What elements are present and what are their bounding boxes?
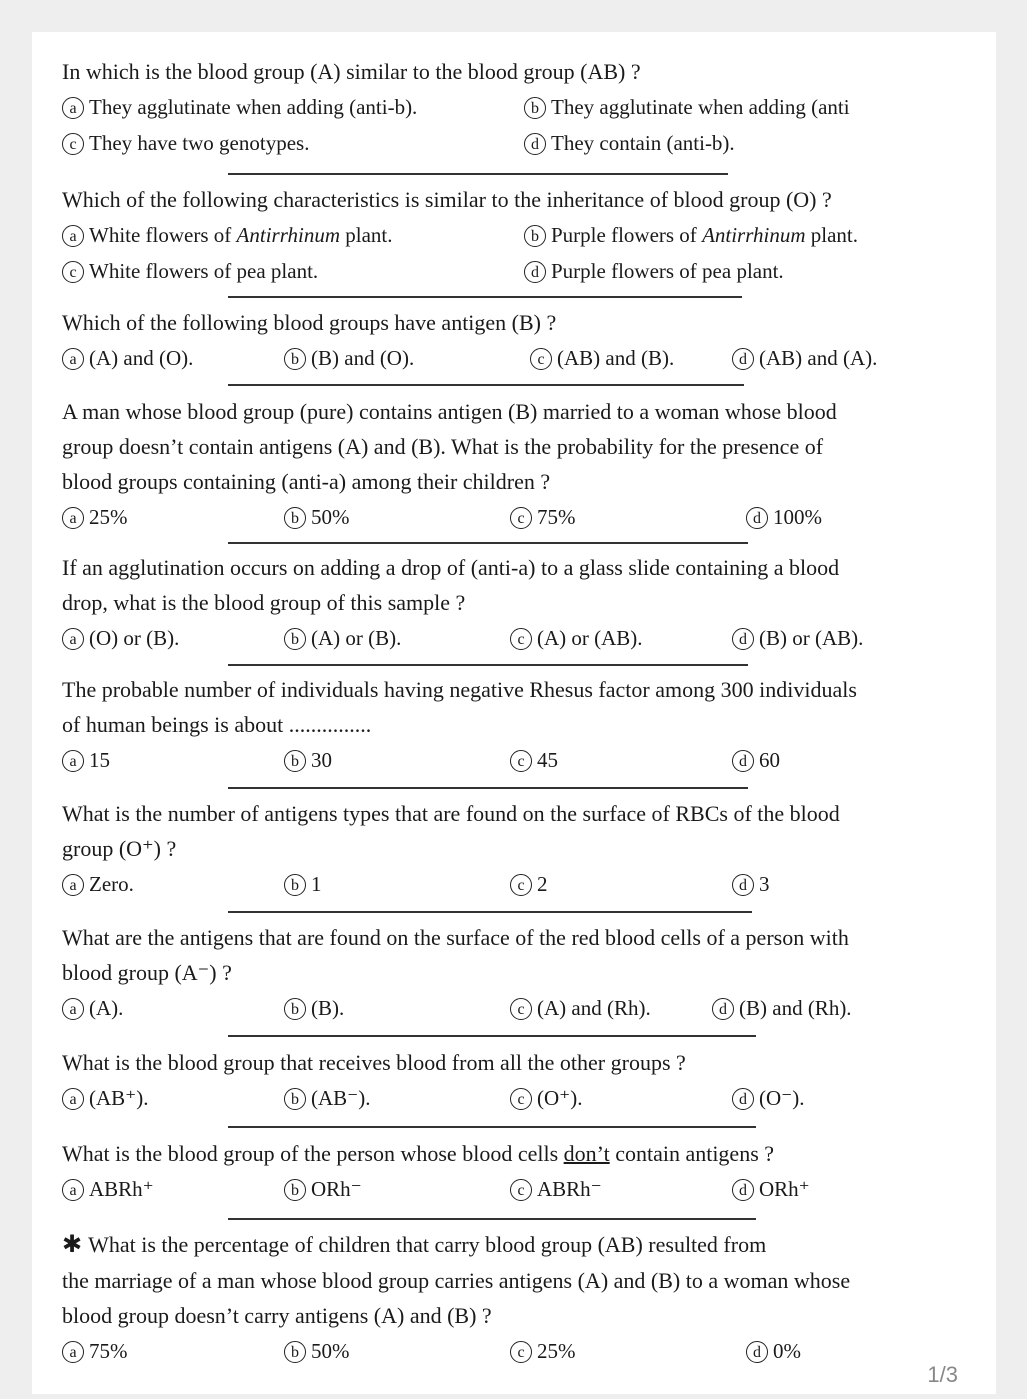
question-7	[62, 796, 962, 902]
option-d[interactable]	[524, 253, 784, 289]
option-a[interactable]	[62, 340, 193, 376]
option-b[interactable]	[284, 340, 414, 376]
option-text: (AB⁺).	[89, 1086, 149, 1110]
option-text: 3	[759, 872, 770, 896]
option-text: (A) and (O).	[89, 346, 194, 370]
option-text: They have two genotypes.	[89, 131, 310, 155]
question-6	[62, 672, 962, 778]
option-letter: d	[524, 261, 546, 283]
stem-line: What is the number of antigens types that are found on the surface of RBCs of the blood	[62, 801, 840, 826]
option-a[interactable]	[62, 866, 134, 902]
option-c[interactable]	[62, 125, 309, 161]
option-text: (A) and (Rh).	[537, 996, 651, 1020]
question-9	[62, 1045, 962, 1116]
option-letter: a	[62, 750, 84, 772]
option-a[interactable]	[62, 1080, 149, 1116]
option-letter: b	[284, 507, 306, 529]
option-text: 1	[311, 872, 322, 896]
option-b[interactable]	[284, 990, 344, 1026]
option-letter: d	[732, 1179, 754, 1201]
stem-text: contain antigens ?	[609, 1141, 775, 1166]
option-c[interactable]	[62, 253, 318, 289]
page-number: 1/3	[927, 1362, 958, 1387]
option-text: White flowers of pea plant.	[89, 259, 319, 283]
option-text-italic: Antirrhinum	[702, 223, 806, 247]
option-letter: a	[62, 348, 84, 370]
option-text: They agglutinate when adding (anti-b).	[89, 95, 418, 119]
option-letter: c	[510, 1341, 532, 1363]
option-letter: d	[524, 133, 546, 155]
option-letter: a	[62, 225, 84, 247]
question-1	[62, 54, 962, 161]
stem-text: What is the blood group of the person whose blood cells	[62, 1141, 564, 1166]
option-text: 75%	[89, 1339, 128, 1363]
option-a[interactable]	[62, 499, 128, 535]
option-text: ABRh⁻	[537, 1177, 602, 1201]
stem-line: of human beings is about ...............	[62, 712, 372, 737]
option-b[interactable]	[284, 1333, 350, 1369]
question-stem	[62, 394, 962, 499]
option-d[interactable]	[732, 866, 770, 902]
option-letter: d	[746, 1341, 768, 1363]
option-c[interactable]	[510, 990, 651, 1026]
stem-line: What is the percentage of children that carry blood group (AB) resulted from	[88, 1232, 767, 1257]
option-letter: d	[732, 348, 754, 370]
stem-underlined: don’t	[563, 1141, 610, 1166]
option-text: (AB⁻).	[311, 1086, 371, 1110]
separator	[228, 296, 742, 298]
separator	[228, 1035, 756, 1037]
option-letter: c	[62, 133, 84, 155]
stem-line: blood group doesn’t carry antigens (A) and (B) ?	[62, 1303, 492, 1328]
option-b[interactable]	[284, 1080, 371, 1116]
option-text: ORh⁺	[759, 1177, 810, 1201]
option-c[interactable]	[510, 1080, 583, 1116]
option-text: (B) or (AB).	[759, 626, 864, 650]
options-row	[62, 1080, 962, 1116]
option-letter: c	[62, 261, 84, 283]
option-letter: a	[62, 998, 84, 1020]
question-3	[62, 305, 962, 376]
options-row	[62, 1171, 962, 1207]
option-c[interactable]	[510, 620, 643, 656]
option-text: Purple flowers of pea plant.	[551, 259, 784, 283]
option-text: They agglutinate when adding (anti	[551, 95, 850, 119]
option-d[interactable]	[746, 1333, 801, 1369]
option-text: White flowers of	[89, 223, 237, 247]
options-row	[62, 340, 962, 376]
question-8	[62, 920, 962, 1026]
stem-line: What are the antigens that are found on the surface of the red blood cells of a person with	[62, 925, 849, 950]
option-text: 75%	[537, 505, 576, 529]
option-letter: b	[284, 628, 306, 650]
option-letter: b	[284, 348, 306, 370]
question-stem	[62, 796, 962, 866]
option-text: (B).	[311, 996, 345, 1020]
options-row	[62, 990, 962, 1026]
separator	[228, 664, 748, 666]
separator	[228, 911, 752, 913]
option-c[interactable]	[510, 866, 548, 902]
option-a[interactable]	[62, 742, 110, 778]
question-stem: What is the blood group that receives blood from all the other groups ?	[62, 1050, 686, 1075]
worksheet-page	[32, 32, 996, 1394]
option-text-italic: Antirrhinum	[236, 223, 341, 247]
option-text: Zero.	[89, 872, 134, 896]
option-d[interactable]	[732, 1171, 810, 1207]
option-letter: b	[284, 874, 306, 896]
option-text: Purple flowers of	[551, 223, 703, 247]
option-text: 2	[537, 872, 548, 896]
option-d[interactable]	[732, 742, 780, 778]
option-letter: d	[732, 628, 754, 650]
option-b[interactable]	[284, 499, 350, 535]
separator	[228, 542, 748, 544]
option-letter: c	[510, 1179, 532, 1201]
option-letter: a	[62, 628, 84, 650]
option-a[interactable]	[62, 217, 393, 253]
question-stem	[62, 1136, 962, 1171]
option-letter: c	[510, 998, 532, 1020]
option-text: 30	[311, 748, 332, 772]
options-row	[62, 217, 962, 253]
option-text: (O⁺).	[537, 1086, 583, 1110]
option-a[interactable]	[62, 1171, 154, 1207]
separator	[228, 787, 748, 789]
option-text: (B) and (O).	[311, 346, 415, 370]
question-5	[62, 550, 962, 656]
option-letter: c	[510, 874, 532, 896]
option-b[interactable]	[284, 866, 322, 902]
question-stem	[62, 550, 962, 620]
option-letter: d	[732, 750, 754, 772]
option-text: (B) and (Rh).	[739, 996, 852, 1020]
option-text: (A) or (B).	[311, 626, 402, 650]
option-letter: c	[510, 507, 532, 529]
option-b[interactable]	[524, 217, 858, 253]
option-letter: d	[746, 507, 768, 529]
options-row	[62, 253, 962, 289]
option-text: 0%	[773, 1339, 801, 1363]
option-letter: d	[732, 1088, 754, 1110]
option-text: (AB) and (B).	[557, 346, 675, 370]
option-d[interactable]	[732, 340, 877, 376]
stem-line: drop, what is the blood group of this sample ?	[62, 590, 466, 615]
option-letter: b	[284, 998, 306, 1020]
option-b[interactable]	[284, 1171, 362, 1207]
option-text: ABRh⁺	[89, 1177, 154, 1201]
question-stem: In which is the blood group (A) similar to the blood group (AB) ?	[62, 59, 641, 84]
option-letter: b	[284, 1341, 306, 1363]
option-letter: a	[62, 1341, 84, 1363]
stem-line: blood groups containing (anti-a) among their children ?	[62, 469, 551, 494]
question-stem	[62, 920, 962, 990]
stem-line: group doesn’t contain antigens (A) and (B). What is the probability for the presence of	[62, 434, 824, 459]
separator	[228, 1126, 756, 1128]
options-row	[62, 499, 962, 535]
options-row	[62, 620, 962, 656]
separator	[228, 384, 744, 386]
separator	[228, 1218, 756, 1220]
asterisk-icon: ✱	[62, 1232, 83, 1258]
option-letter: c	[510, 750, 532, 772]
options-row	[62, 1333, 962, 1369]
question-stem: Which of the following characteristics is similar to the inheritance of blood group (O) ?	[62, 187, 832, 212]
question-10	[62, 1136, 962, 1207]
option-text: (A) or (AB).	[537, 626, 643, 650]
options-row	[62, 125, 962, 161]
option-letter: a	[62, 874, 84, 896]
question-4	[62, 394, 962, 535]
option-text: (O) or (B).	[89, 626, 180, 650]
option-letter: a	[62, 1088, 84, 1110]
option-b[interactable]	[284, 742, 332, 778]
option-text: 50%	[311, 1339, 350, 1363]
option-letter: c	[510, 628, 532, 650]
option-letter: c	[510, 1088, 532, 1110]
option-text: plant.	[805, 223, 859, 247]
question-11	[62, 1227, 962, 1369]
option-a[interactable]	[62, 89, 417, 125]
options-row	[62, 866, 962, 902]
option-letter: a	[62, 507, 84, 529]
option-a[interactable]	[62, 620, 179, 656]
option-b[interactable]	[284, 620, 401, 656]
option-text: 100%	[773, 505, 822, 529]
option-text: (O⁻).	[759, 1086, 805, 1110]
option-text: They contain (anti-b).	[551, 131, 735, 155]
options-row	[62, 89, 962, 125]
separator	[228, 173, 728, 175]
question-2	[62, 182, 962, 289]
option-text: 15	[89, 748, 110, 772]
option-text: (A).	[89, 996, 124, 1020]
option-b[interactable]	[524, 89, 850, 125]
option-text: 60	[759, 748, 780, 772]
question-stem: Which of the following blood groups have antigen (B) ?	[62, 310, 557, 335]
option-d[interactable]	[732, 1080, 805, 1116]
option-letter: b	[524, 225, 546, 247]
option-letter: d	[732, 874, 754, 896]
question-stem	[62, 1227, 962, 1333]
option-c[interactable]	[510, 1171, 602, 1207]
option-text: 25%	[537, 1339, 576, 1363]
option-letter: d	[712, 998, 734, 1020]
stem-line: blood group (A⁻) ?	[62, 960, 232, 985]
stem-line: The probable number of individuals having negative Rhesus factor among 300 individuals	[62, 677, 857, 702]
option-text: 25%	[89, 505, 128, 529]
options-row	[62, 742, 962, 778]
option-letter: c	[530, 348, 552, 370]
option-c[interactable]	[510, 1333, 576, 1369]
option-d[interactable]	[712, 990, 852, 1026]
option-text: (AB) and (A).	[759, 346, 878, 370]
option-letter: a	[62, 97, 84, 119]
stem-line: If an agglutination occurs on adding a drop of (anti-a) to a glass slide containing a blood	[62, 555, 840, 580]
option-d[interactable]	[524, 125, 735, 161]
option-letter: b	[284, 1179, 306, 1201]
option-c[interactable]	[530, 340, 674, 376]
option-d[interactable]	[746, 499, 822, 535]
option-text: 50%	[311, 505, 350, 529]
option-text: ORh⁻	[311, 1177, 362, 1201]
stem-line: group (O⁺) ?	[62, 836, 177, 861]
option-text: 45	[537, 748, 558, 772]
stem-line: the marriage of a man whose blood group carries antigens (A) and (B) to a woman whose	[62, 1268, 851, 1293]
option-letter: b	[524, 97, 546, 119]
option-a[interactable]	[62, 1333, 128, 1369]
option-letter: b	[284, 750, 306, 772]
option-c[interactable]	[510, 499, 576, 535]
option-a[interactable]	[62, 990, 123, 1026]
option-c[interactable]	[510, 742, 558, 778]
option-text: plant.	[340, 223, 393, 247]
question-stem	[62, 672, 962, 742]
option-letter: b	[284, 1088, 306, 1110]
option-d[interactable]	[732, 620, 863, 656]
option-letter: a	[62, 1179, 84, 1201]
stem-line: A man whose blood group (pure) contains antigen (B) married to a woman whose blood	[62, 399, 837, 424]
